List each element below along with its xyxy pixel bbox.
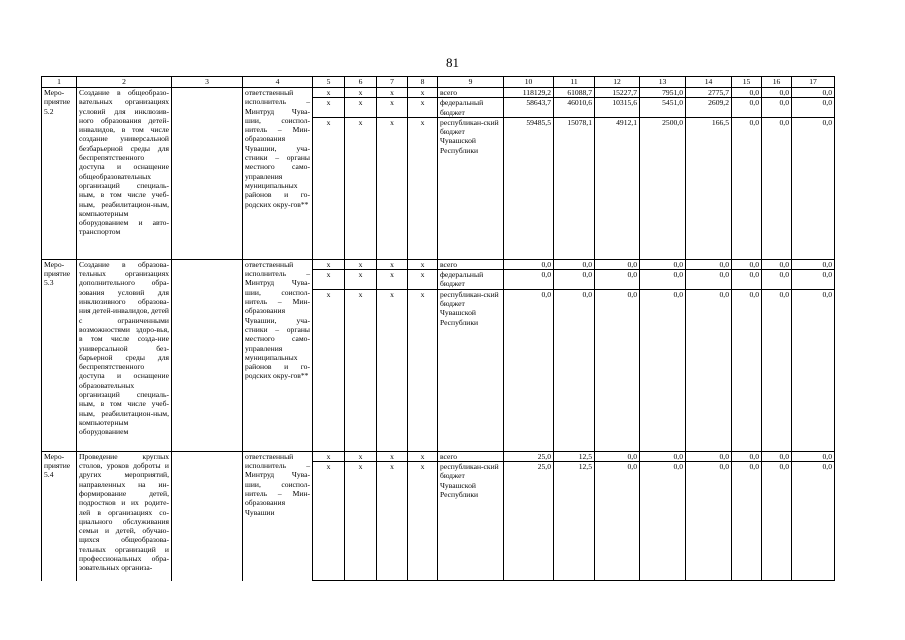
code-cell: x [377,451,408,461]
amount-cell: 0,0 [792,259,835,269]
column-number-header: 8 [408,77,438,88]
amount-cell: 0,0 [640,451,686,461]
amount-cell: 0,0 [792,270,835,290]
amount-cell: 0,0 [732,88,762,98]
column-number-header: 14 [686,77,732,88]
amount-cell: 0,0 [686,289,732,451]
amount-cell: 0,0 [732,451,762,461]
code-cell: x [377,270,408,290]
amount-cell: 0,0 [595,451,640,461]
code-cell: x [377,117,408,259]
code-cell: x [313,451,345,461]
column-number-header: 1 [42,77,77,88]
code-cell: x [313,289,345,451]
column-number-header: 12 [595,77,640,88]
code-cell: x [408,117,438,259]
code-cell: x [345,270,377,290]
table-row [42,259,835,269]
measure-col3 [172,259,243,451]
amount-cell: 0,0 [792,88,835,98]
code-cell: x [408,270,438,290]
measure-executor: ответственный исполнитель – Минтруд Чува-шии, соиспол-нитель – Мин-образования Чувашии [243,451,313,580]
amount-cell: 0,0 [686,259,732,269]
funding-source: федеральный бюджет [438,98,504,118]
measure-col3 [172,451,243,580]
amount-cell: 0,0 [792,451,835,461]
amount-cell: 0,0 [554,270,595,290]
amount-cell: 0,0 [732,270,762,290]
amount-cell: 25,0 [504,451,554,461]
amount-cell: 0,0 [686,462,732,581]
amount-cell: 118129,2 [504,88,554,98]
code-cell: x [408,98,438,118]
code-cell: x [408,289,438,451]
column-number-header: 5 [313,77,345,88]
amount-cell: 166,5 [686,117,732,259]
code-cell: x [345,259,377,269]
amount-cell: 0,0 [554,289,595,451]
amount-cell: 2775,7 [686,88,732,98]
amount-cell: 0,0 [762,98,792,118]
funding-source: всего [438,451,504,461]
amount-cell: 58643,7 [504,98,554,118]
amount-cell: 0,0 [792,98,835,118]
amount-cell: 0,0 [554,259,595,269]
amount-cell: 0,0 [732,117,762,259]
table-row [42,88,835,98]
amount-cell: 0,0 [762,259,792,269]
funding-source: республикан-ский бюджет Чувашской Республики [438,289,504,451]
amount-cell: 0,0 [762,88,792,98]
code-cell: x [313,98,345,118]
code-cell: x [345,462,377,581]
amount-cell: 5451,0 [640,98,686,118]
measure-name: Создание в образова-тельных организациях дополнительного обра-зования условий для инклюзивного образова-ния детей-инвалидов, детей с ограниченными возможностями здоро-вья, в том числе созда-ние универсальной без-барьерной среды для беспрепятственного доступа и оснащение образовательных организаций специаль-ным, в том числе учеб-ным, реабилитацион-ным, компьютерным оборудованием [77,259,172,451]
amount-cell: 0,0 [595,462,640,581]
code-cell: x [408,259,438,269]
amount-cell: 59485,5 [504,117,554,259]
funding-source: всего [438,88,504,98]
page-number: 81 [446,55,459,70]
amount-cell: 0,0 [504,289,554,451]
amount-cell: 0,0 [640,259,686,269]
amount-cell: 0,0 [762,117,792,259]
funding-source: всего [438,259,504,269]
measure-id: Меро-приятие 5.3 [42,259,77,451]
amount-cell: 2500,0 [640,117,686,259]
code-cell: x [345,98,377,118]
amount-cell: 0,0 [732,289,762,451]
code-cell: x [313,270,345,290]
code-cell: x [377,289,408,451]
amount-cell: 0,0 [762,289,792,451]
amount-cell: 0,0 [595,289,640,451]
measure-executor: ответственный исполнитель – Минтруд Чува-шии, соиспол-нитель – Мин-образования Чувашии, уча-стники – органы местного само-управления муниципальных районов и го-родских окру-гов** [243,88,313,260]
funding-source: республикан-ский бюджет Чувашской Республики [438,117,504,259]
column-number-header: 15 [732,77,762,88]
column-number-header: 9 [438,77,504,88]
code-cell: x [345,117,377,259]
amount-cell: 0,0 [504,259,554,269]
code-cell: x [377,259,408,269]
amount-cell: 25,0 [504,462,554,581]
header-row [42,77,835,88]
code-cell: x [345,88,377,98]
column-number-header: 3 [172,77,243,88]
code-cell: x [408,462,438,581]
column-number-header: 16 [762,77,792,88]
amount-cell: 0,0 [732,462,762,581]
funding-source: республикан-ский бюджет Чувашской Республики [438,462,504,581]
program-table [41,76,835,581]
column-number-header: 10 [504,77,554,88]
measure-name: Создание в общеобразо-вательных организациях условий для инклюзив-ного образования детей-инвалидов, в том числе создание универсальной безбарьерной среды для беспрепятственного доступа и оснащение общеобразовательных организаций специаль-ным, в том числе учеб-ным, реабилитацион-ным, компьютерным оборудованием и авто-транспортом [77,88,172,260]
amount-cell: 15227,7 [595,88,640,98]
amount-cell: 10315,6 [595,98,640,118]
measure-id: Меро-приятие 5.2 [42,88,77,260]
amount-cell: 2609,2 [686,98,732,118]
amount-cell: 0,0 [640,462,686,581]
amount-cell: 46010,6 [554,98,595,118]
amount-cell: 0,0 [686,451,732,461]
table-row [42,451,835,461]
amount-cell: 0,0 [595,270,640,290]
code-cell: x [408,88,438,98]
code-cell: x [345,289,377,451]
code-cell: x [313,117,345,259]
code-cell: x [313,462,345,581]
amount-cell: 0,0 [792,117,835,259]
amount-cell: 0,0 [640,270,686,290]
column-number-header: 7 [377,77,408,88]
amount-cell: 0,0 [686,270,732,290]
amount-cell: 0,0 [762,462,792,581]
amount-cell: 12,5 [554,462,595,581]
code-cell: x [377,88,408,98]
code-cell: x [408,451,438,461]
code-cell: x [313,88,345,98]
amount-cell: 0,0 [732,98,762,118]
column-number-header: 4 [243,77,313,88]
funding-source: федеральный бюджет [438,270,504,290]
amount-cell: 0,0 [504,270,554,290]
column-number-header: 2 [77,77,172,88]
amount-cell: 0,0 [640,289,686,451]
measure-col3 [172,88,243,260]
amount-cell: 7951,0 [640,88,686,98]
measure-name: Проведение круглых столов, уроков доброты и других мероприятий, направленных на ин-формирование детей, подростков и их родите-лей в организациях со-циального обслуживания семьи и детей, обучаю-щихся общеобразова-тельных организаций и профессиональных обра-зовательных организа- [77,451,172,580]
column-number-header: 6 [345,77,377,88]
code-cell: x [377,462,408,581]
code-cell: x [345,451,377,461]
amount-cell: 0,0 [792,289,835,451]
amount-cell: 15078,1 [554,117,595,259]
measure-executor: ответственный исполнитель – Минтруд Чува-шии, соиспол-нитель – Мин-образования Чувашии, уча-стники – органы местного само-управления муниципальных районов и го-родских окру-гов** [243,259,313,451]
code-cell: x [377,98,408,118]
amount-cell: 4912,1 [595,117,640,259]
amount-cell: 0,0 [595,259,640,269]
amount-cell: 0,0 [792,462,835,581]
code-cell: x [313,259,345,269]
amount-cell: 61088,7 [554,88,595,98]
amount-cell: 12,5 [554,451,595,461]
amount-cell: 0,0 [732,259,762,269]
amount-cell: 0,0 [762,270,792,290]
column-number-header: 17 [792,77,835,88]
amount-cell: 0,0 [762,451,792,461]
measure-id: Меро-приятие 5.4 [42,451,77,580]
column-number-header: 11 [554,77,595,88]
column-number-header: 13 [640,77,686,88]
